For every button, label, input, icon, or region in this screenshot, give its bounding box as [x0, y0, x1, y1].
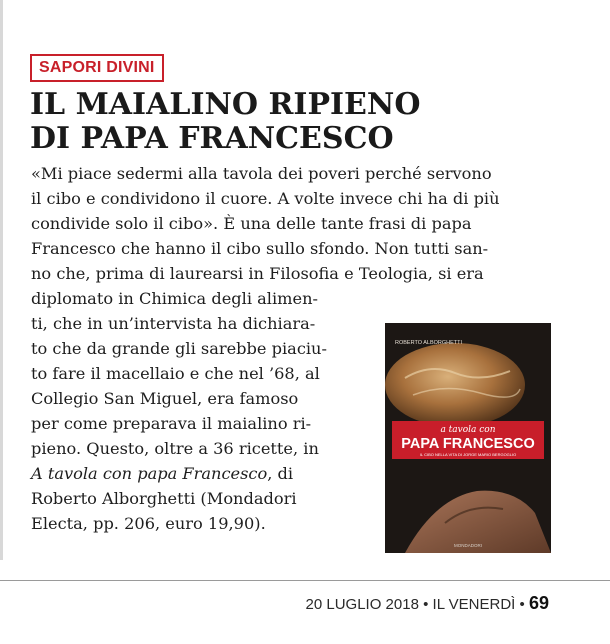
footer-rule [0, 580, 610, 581]
page-number: 69 [528, 593, 549, 613]
body-line-1: «Mi piace sedermi alla tavola dei poveri perché servono [31, 164, 492, 183]
headline-line-1: IL MAIALINO RIPIENO [30, 87, 421, 122]
footer-separator-2: • [519, 596, 525, 613]
body-line-14: Roberto Alborghetti (Mondadori [31, 489, 297, 508]
body-line-6: diplomato in Chimica degli alimen- [31, 289, 318, 308]
book-cover-image [385, 323, 551, 553]
body-line-11: per come preparava il maialino ri- [31, 414, 312, 433]
body-line-3: condivide solo il cibo». È una delle tante frasi di papa [31, 214, 472, 233]
section-kicker: SAPORI DIVINI [30, 54, 164, 82]
cover-subtitle: IL CIBO NELLA VITA DI JORGE MARIO BERGOGLIO [419, 452, 517, 457]
footer-date: 20 LUGLIO 2018 [305, 596, 419, 613]
cover-publisher: MONDADORI [454, 543, 482, 548]
book-cover-art [385, 323, 551, 553]
body-line-8: to che da grande gli sarebbe piaciu- [31, 339, 327, 358]
cover-title-big: PAPA FRANCESCO [401, 436, 535, 452]
headline [30, 88, 590, 156]
cover-author: ROBERTO ALBORGHETTI [395, 340, 463, 346]
page-footer [306, 593, 549, 614]
body-line-2: il cibo e condividono il cuore. A volte invece chi ha di più [31, 189, 500, 208]
left-margin-rule [0, 0, 3, 560]
book-title-italic: A tavola con papa Francesco [31, 464, 268, 483]
body-line-7: ti, che in un’intervista ha dichiara- [31, 314, 316, 333]
headline-line-2: DI PAPA FRANCESCO [30, 121, 394, 156]
body-line-13: A tavola con papa Francesco, di [31, 464, 294, 483]
body-line-4: Francesco che hanno il cibo sullo sfondo. Non tutti san- [31, 239, 489, 258]
body-line-15: Electa, pp. 206, euro 19,90). [31, 514, 266, 533]
body-line-10: Collegio San Miguel, era famoso [31, 389, 299, 408]
footer-separator-1: • [423, 596, 429, 613]
body-line-9: to fare il macellaio e che nel ’68, al [31, 364, 320, 383]
cover-title-small: a tavola con [440, 425, 496, 435]
body-line-5: no che, prima di laurearsi in Filosofia e Teologia, si era [31, 264, 484, 283]
body-line-12: pieno. Questo, oltre a 36 ricette, in [31, 439, 319, 458]
footer-magazine: IL VENERDÌ [432, 596, 516, 613]
bread-loaf-shape [385, 343, 525, 427]
